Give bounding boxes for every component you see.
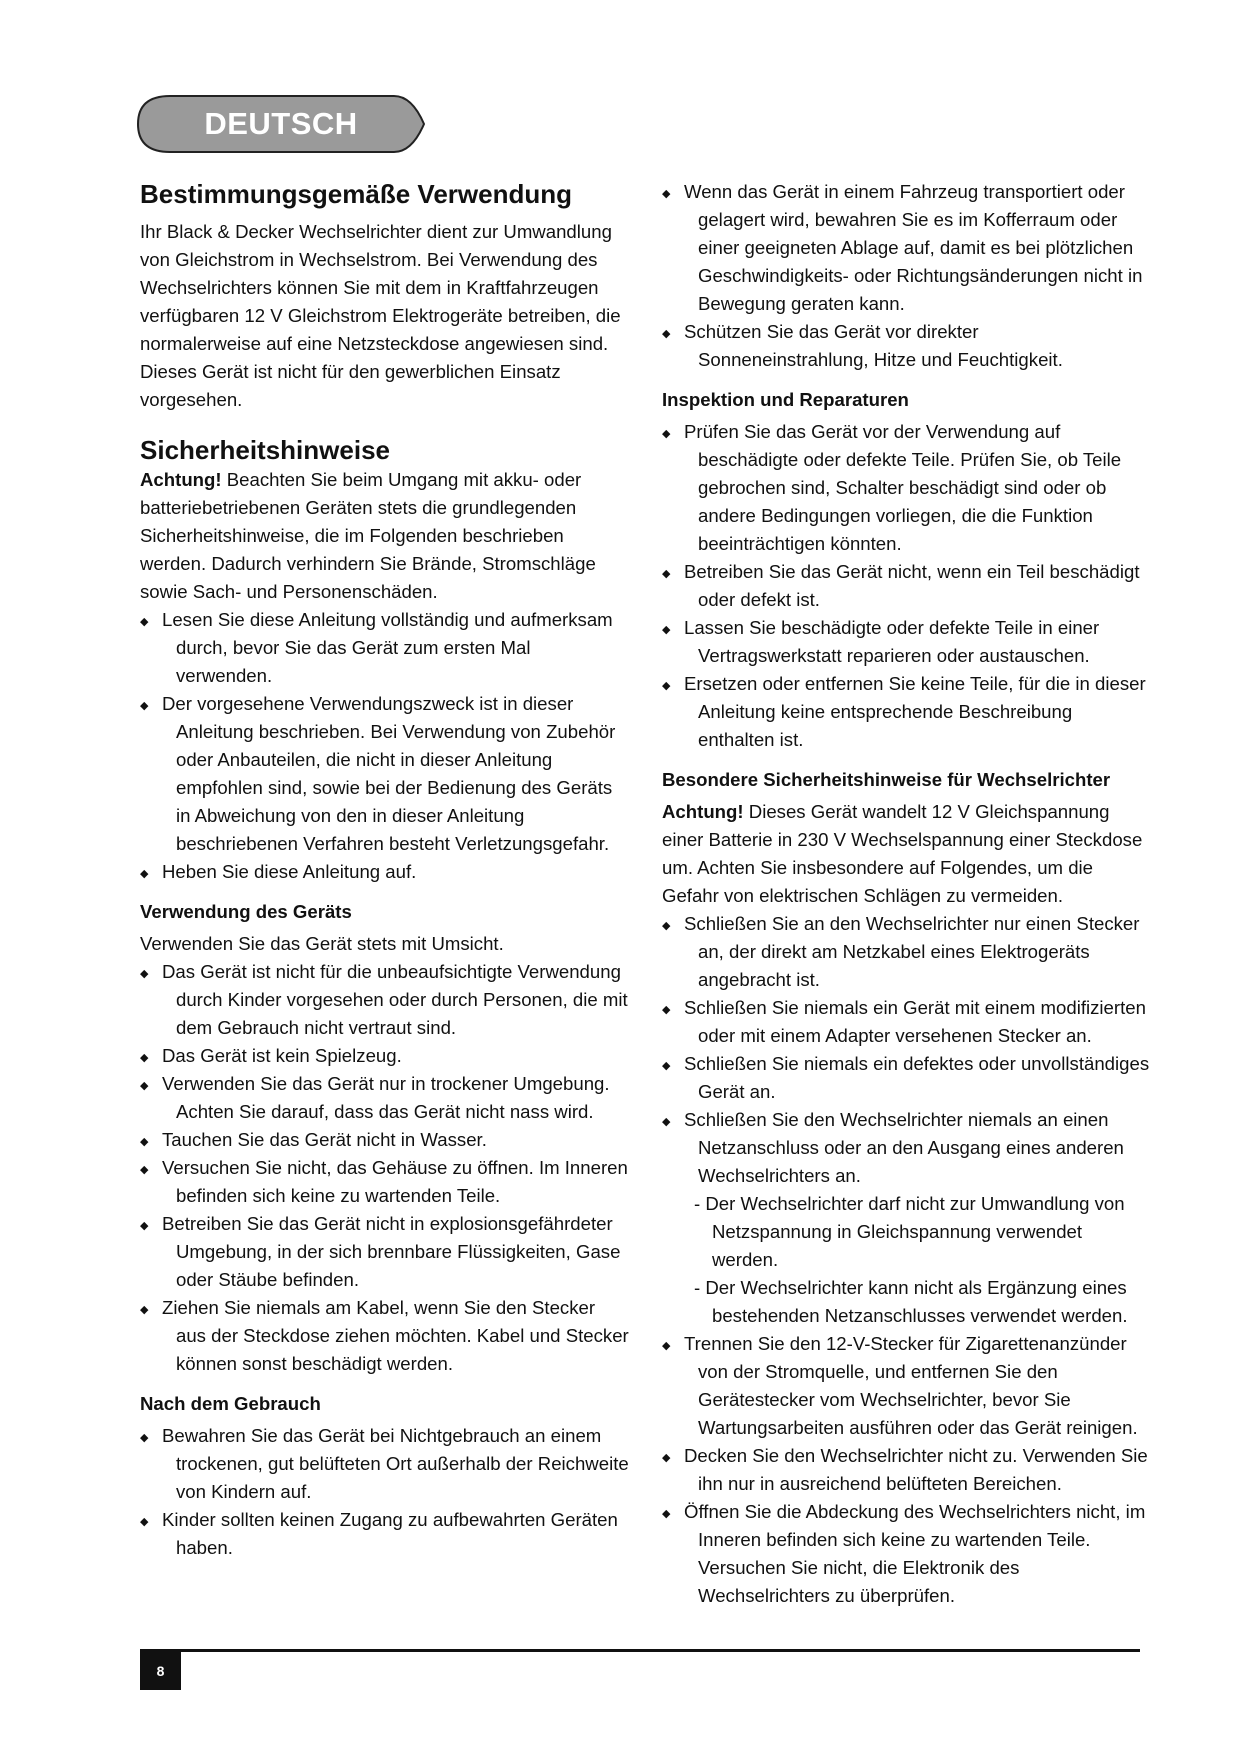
inverter-safety-heading: Besondere Sicherheitshinweise für Wechselrichter [662, 769, 1111, 790]
safety-heading: Sicherheitshinweise [140, 435, 390, 465]
list-item: ◆ Schließen Sie niemals ein defektes oder unvollständiges Gerät an. [662, 1050, 1152, 1106]
list-item: ◆ Heben Sie diese Anleitung auf. [140, 858, 630, 886]
inverter-list-a [662, 910, 1152, 1190]
sub-list-item: - Der Wechselrichter kann nicht als Ergänzung eines bestehenden Netzanschlusses verwendet werden. [694, 1277, 1128, 1326]
list-item: ◆ Der vorgesehene Verwendungszweck ist in dieser Anleitung beschrieben. Bei Verwendung von Zubehör oder Anbauteilen, die nicht in dieser Anleitung empfohlen sind, sowie bei der Bedienung des Geräts in Abweichung von den in dieser Anleitung beschriebenen Verfahren besteht Verletzungsgefahr. [140, 690, 630, 858]
inverter-sub-list [662, 1190, 1152, 1330]
inverter-warning-text: Dieses Gerät wandelt 12 V Gleichspannung einer Batterie in 230 V Wechselspannung einer Steckdose um. Achten Sie insbesondere auf Folgendes, um die Gefahr von elektrischen Schlägen zu vermeiden. [662, 801, 1143, 906]
list-item: ◆ Kinder sollten keinen Zugang zu aufbewahrten Geräten haben. [140, 1506, 630, 1562]
list-item: ◆ Tauchen Sie das Gerät nicht in Wasser. [140, 1126, 630, 1154]
list-item: ◆ Lassen Sie beschädigte oder defekte Teile in einer Vertragswerkstatt reparieren oder austauschen. [662, 614, 1152, 670]
sub-list-item: - Der Wechselrichter darf nicht zur Umwandlung von Netzspannung in Gleichspannung verwendet werden. [694, 1193, 1125, 1270]
after-use-list [140, 1422, 630, 1562]
list-item: ◆ Prüfen Sie das Gerät vor der Verwendung auf beschädigte oder defekte Teile. Prüfen Sie, ob Teile gebrochen sind, Schalter beschädigt sind oder ob andere Bedingungen vorliegen, die die Funktion beeinträchtigen könnten. [662, 418, 1152, 558]
list-item: ◆ Wenn das Gerät in einem Fahrzeug transportiert oder gelagert wird, bewahren Sie es im Kofferraum oder einer geeigneten Ablage auf, damit es bei plötzlichen Geschwindigkeits- oder Richtungsänderungen nicht in Bewegung geraten kann. [662, 178, 1152, 318]
device-use-list [140, 958, 630, 1378]
inverter-list-b [662, 1330, 1152, 1610]
left-column [140, 178, 630, 1562]
inverter-warning [662, 798, 1152, 910]
right-column [662, 178, 1152, 1610]
list-item: ◆ Verwenden Sie das Gerät nur in trockener Umgebung. Achten Sie darauf, dass das Gerät nicht nass wird. [140, 1070, 630, 1126]
list-item: ◆ Das Gerät ist kein Spielzeug. [140, 1042, 630, 1070]
after-use-heading: Nach dem Gebrauch [140, 1393, 321, 1414]
language-label: DEUTSCH [204, 106, 358, 141]
list-item: ◆ Versuchen Sie nicht, das Gehäuse zu öffnen. Im Inneren befinden sich keine zu wartenden Teile. [140, 1154, 630, 1210]
list-item: ◆ Ersetzen oder entfernen Sie keine Teile, für die in dieser Anleitung keine entsprechende Beschreibung enthalten ist. [662, 670, 1152, 754]
storage-list [662, 178, 1152, 374]
list-item: ◆ Schützen Sie das Gerät vor direkter Sonneneinstrahlung, Hitze und Feuchtigkeit. [662, 318, 1152, 374]
inspection-list [662, 418, 1152, 754]
device-use-heading: Verwendung des Geräts [140, 901, 352, 922]
list-item: ◆ Das Gerät ist nicht für die unbeaufsichtigte Verwendung durch Kinder vorgesehen oder durch Personen, die mit dem Gebrauch nicht vertraut sind. [140, 958, 630, 1042]
safety-warning-text: Beachten Sie beim Umgang mit akku- oder batteriebetriebenen Geräten stets die grundlegenden Sicherheitshinweise, die im Folgenden beschrieben werden. Dadurch verhindern Sie Brände, Stromschläge sowie Sach- und Personenschäden. [140, 469, 596, 602]
intended-use-text: Ihr Black & Decker Wechselrichter dient zur Umwandlung von Gleichstrom in Wechselstrom. Bei Verwendung des Wechselrichters können Sie mit dem in Kraftfahrzeugen verfügbaren 12 V Gleichstrom Elektrogeräte betreiben, die normalerweise auf eine Netzsteckdose angewiesen sind. Dieses Gerät ist nicht für den gewerblichen Einsatz vorgesehen. [140, 221, 621, 410]
intended-use-heading: Bestimmungsgemäße Verwendung [140, 179, 572, 209]
list-item: ◆ Schließen Sie an den Wechselrichter nur einen Stecker an, der direkt am Netzkabel eines Elektrogeräts angebracht ist. [662, 910, 1152, 994]
language-tab [136, 94, 426, 154]
list-item: ◆ Öffnen Sie die Abdeckung des Wechselrichters nicht, im Inneren befinden sich keine zu wartenden Teile. Versuchen Sie nicht, die Elektronik des Wechselrichters zu überprüfen. [662, 1498, 1152, 1610]
list-item: ◆ Trennen Sie den 12-V-Stecker für Zigarettenanzünder von der Stromquelle, und entfernen Sie den Gerätestecker vom Wechselrichter, bevor Sie Wartungsarbeiten ausführen oder das Gerät reinigen. [662, 1330, 1152, 1442]
list-item: ◆ Lesen Sie diese Anleitung vollständig und aufmerksam durch, bevor Sie das Gerät zum ersten Mal verwenden. [140, 606, 630, 690]
list-item: ◆ Betreiben Sie das Gerät nicht, wenn ein Teil beschädigt oder defekt ist. [662, 558, 1152, 614]
list-item: ◆ Schließen Sie den Wechselrichter niemals an einen Netzanschluss oder an den Ausgang eines anderen Wechselrichters an. [662, 1106, 1152, 1190]
page-number: 8 [140, 1652, 181, 1690]
list-item: ◆ Schließen Sie niemals ein Gerät mit einem modifizierten oder mit einem Adapter versehenen Stecker an. [662, 994, 1152, 1050]
safety-list [140, 606, 630, 886]
safety-warning [140, 466, 630, 606]
inspection-heading: Inspektion und Reparaturen [662, 389, 909, 410]
list-item: ◆ Bewahren Sie das Gerät bei Nichtgebrauch an einem trockenen, gut belüfteten Ort außerhalb der Reichweite von Kindern auf. [140, 1422, 630, 1506]
list-item: ◆ Betreiben Sie das Gerät nicht in explosionsgefährdeter Umgebung, in der sich brennbare Flüssigkeiten, Gase oder Stäube befinden. [140, 1210, 630, 1294]
inverter-warning-label: Achtung! [662, 801, 744, 822]
device-use-intro: Verwenden Sie das Gerät stets mit Umsicht. [140, 933, 504, 954]
footer-rule [140, 1649, 1140, 1652]
list-item: ◆ Ziehen Sie niemals am Kabel, wenn Sie den Stecker aus der Steckdose ziehen möchten. Kabel und Stecker können sonst beschädigt werden. [140, 1294, 630, 1378]
safety-warning-label: Achtung! [140, 469, 222, 490]
list-item: ◆ Decken Sie den Wechselrichter nicht zu. Verwenden Sie ihn nur in ausreichend belüfteten Bereichen. [662, 1442, 1152, 1498]
